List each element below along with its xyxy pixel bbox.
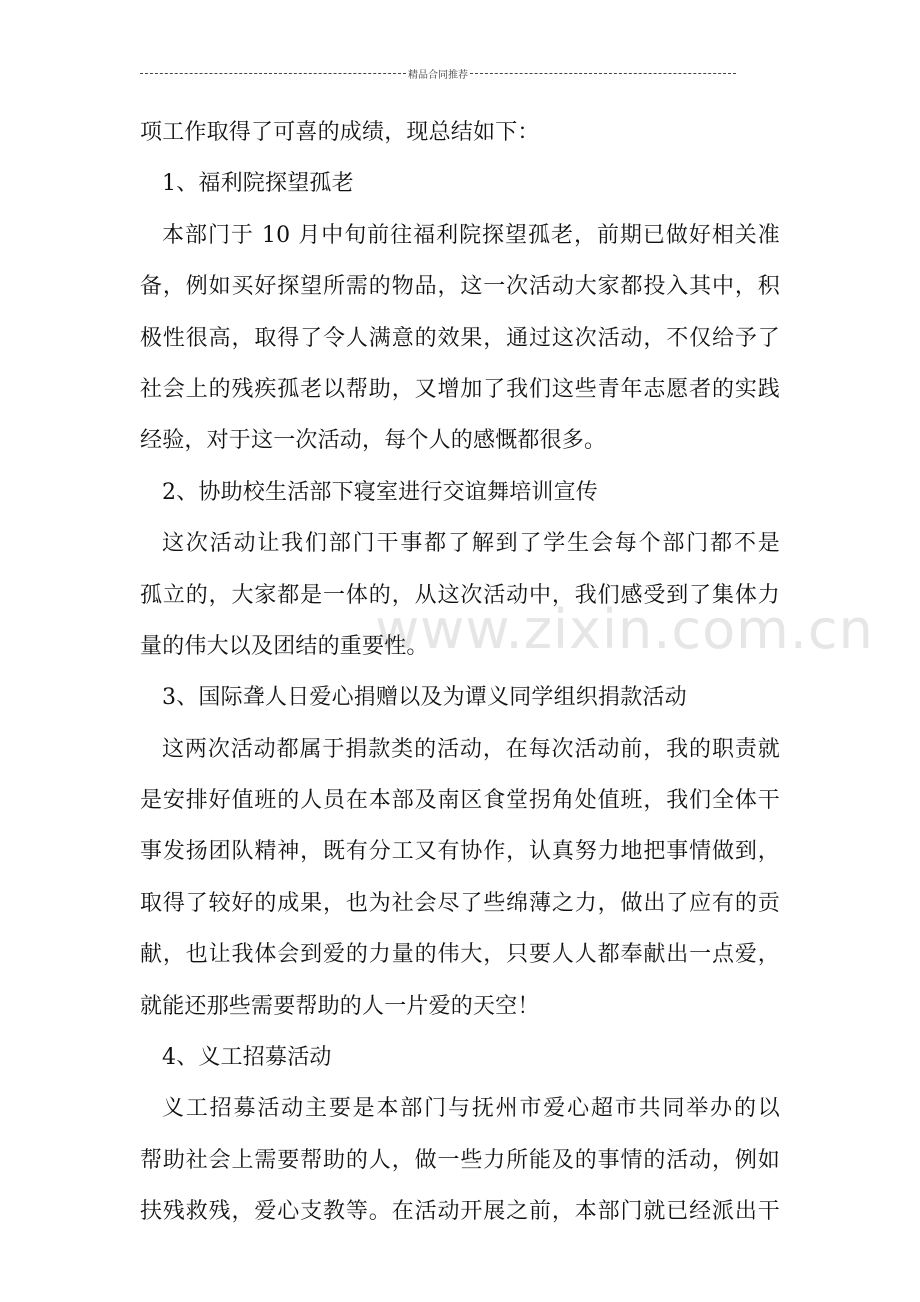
text-line: 孤立的，大家都是一体的，从这次活动中，我们感受到了集体力 — [140, 582, 780, 608]
text-line: 事发扬团队精神，既有分工又有协作，认真努力地把事情做到， — [140, 839, 780, 865]
text-line: 这次活动让我们部门干事都了解到了学生会每个部门都不是 — [162, 531, 780, 557]
watermark: www.zixin.com.cn — [375, 598, 874, 661]
text-line: 本部门于 10 月中旬前往福利院探望孤老，前期已做好相关准 — [162, 222, 780, 248]
text-line: 就能还那些需要帮助的人一片爱的天空！ — [140, 993, 540, 1019]
text-line: 是安排好值班的人员在本部及南区食堂拐角处值班，我们全体干 — [140, 788, 780, 814]
text-line: 义工招募活动主要是本部门与抚州市爱心超市共同举办的以 — [162, 1096, 780, 1122]
text-line: 2、协助校生活部下寝室进行交谊舞培训宣传 — [162, 479, 598, 505]
text-line: 极性很高，取得了令人满意的效果，通过这次活动，不仅给予了 — [140, 325, 780, 351]
text-line: 这两次活动都属于捐款类的活动，在每次活动前，我的职责就 — [162, 736, 780, 762]
text-line: 项工作取得了可喜的成绩，现总结如下： — [140, 120, 540, 145]
header-divider-left — [140, 73, 406, 74]
text-line: 经验，对于这一次活动，每个人的感慨都很多。 — [140, 428, 607, 454]
page-header — [140, 66, 736, 81]
text-line: 取得了较好的成果，也为社会尽了些绵薄之力，做出了应有的贡 — [140, 890, 780, 916]
text-line: 备，例如买好探望所需的物品，这一次活动大家都投入其中，积 — [140, 274, 780, 300]
text-line: 3、国际聋人日爱心捐赠以及为谭义同学组织捐款活动 — [162, 685, 687, 711]
header-divider-right — [470, 73, 736, 74]
document-body — [140, 118, 780, 1249]
text-line: 1、福利院探望孤老 — [162, 171, 354, 197]
header-title: 精品合同推荐 — [408, 70, 468, 81]
text-line: 社会上的残疾孤老以帮助，又增加了我们这些青年志愿者的实践 — [140, 376, 780, 402]
text-line: 献，也让我体会到爱的力量的伟大，只要人人都奉献出一点爱， — [140, 942, 780, 968]
text-line: 量的伟大以及团结的重要性。 — [140, 633, 429, 659]
text-line: 扶残救残，爱心支教等。在活动开展之前，本部门就已经派出干 — [140, 1199, 780, 1225]
text-line: 帮助社会上需要帮助的人，做一些力所能及的事情的活动，例如 — [140, 1147, 780, 1173]
text-line: 4、义工招募活动 — [162, 1045, 332, 1071]
